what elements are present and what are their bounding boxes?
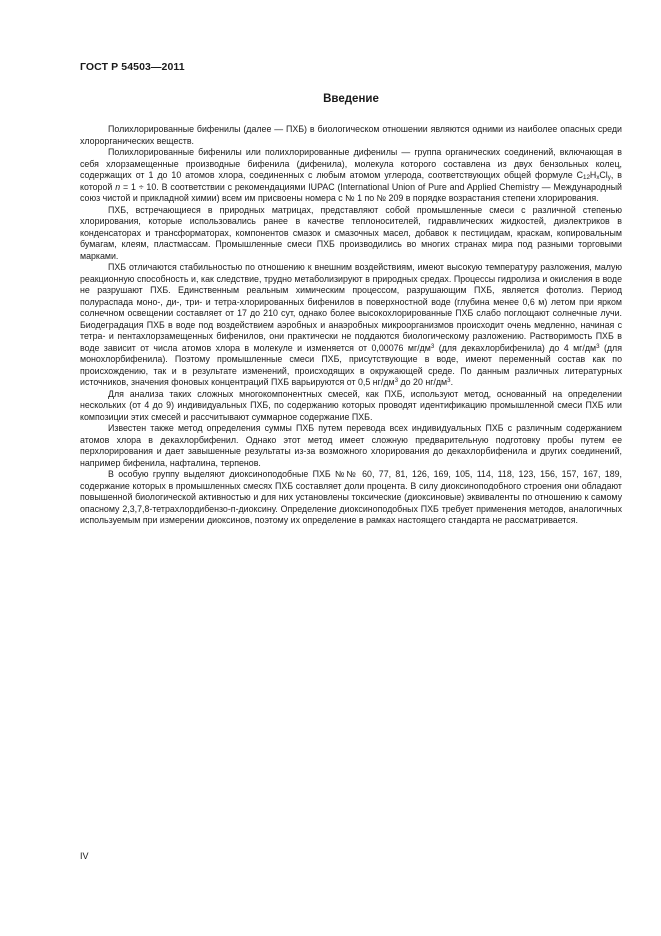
formula-h: H bbox=[589, 170, 597, 180]
paragraph-4-text-after: . bbox=[450, 377, 454, 387]
formula-sub-h: x bbox=[596, 174, 600, 181]
formula-cl: Cl bbox=[599, 170, 608, 180]
paragraph-2-text-before: Полихлорированные бифенилы или полихлорированные дифенилы — группа органических соединений, включающая в себя хлорзамещенные производные бифенила (дифенила), молекула которого составлена из двух бензольных колец, содержащих от 1 до 10 атомов хлора, соединенных с любым атомом углерода, соответствующих общей формуле C bbox=[80, 147, 622, 180]
unit-sup-2: 3 bbox=[596, 342, 600, 350]
paragraph-4-text-middle-3: до 20 нг/дм bbox=[398, 377, 448, 387]
paragraph-7: В особую группу выделяют диоксиноподобные ПХБ №№ 60, 77, 81, 126, 169, 105, 114, 118, 123, 156, 157, 167, 189, содержание которых в промышленных смесях ПХБ составляет доли процента. В силу диоксиноподобного строения они обладают повышенной биологической активностью и для них установлены токсические (диоксиновые) эквиваленты по отношению к самому опасному 2,3,7,8-тетрахлордибензо-п-диоксину. Определение диоксиноподобных ПХБ требует применения методов, аналогичных используемым при измерении диоксинов, поэтому их определение в рамках настоящего стандарта не рассматривается. bbox=[80, 469, 622, 525]
standard-header: ГОСТ Р 54503—2011 bbox=[80, 61, 185, 73]
paragraph-3: ПХБ, встречающиеся в природных матрицах, представляют собой промышленные смеси с различной степенью хлорирования, которые использовались ранее в качестве теплоносителей, гидравлических жидкостей, диэлектриков в конденсаторах и трансформаторах, компонентов смазок и смазочных масел, добавок к пестицидам, краскам, копировальным бумагам, клеям, пластмассам. Промышленные смеси ПХБ производились во многих странах мира под разными торговыми марками. bbox=[80, 204, 622, 261]
paragraph-2-text-middle: , в которой bbox=[80, 170, 622, 192]
body-text bbox=[80, 124, 622, 527]
unit-sup-4: 3 bbox=[447, 377, 451, 384]
unit-sup-3: 3 bbox=[394, 377, 399, 384]
unit-sup-1: 3 bbox=[430, 342, 435, 350]
paragraph-2 bbox=[80, 147, 622, 205]
paragraph-4-text-before: ПХБ отличаются стабильностью по отношению к внешним воздействиям, имеют высокую температуру разложения, малую реакционную способность и, как следствие, трудно метаболизируют в природных средах. Процессы гидролиза и окисления в воде не разрушают ПХБ. Единственным реальным химическим процессом, разрушающим ПХБ, является фотолиз. Период полураспада моно-, ди-, три- и тетра-хлорированных бифенилов в поверхностной воде (глубина менее 0,6 м) летом при ярком солнечном освещении составляет от 17 до 210 сут, однако более высокохлорированные ПХБ слабо поглощают солнечные лучи. Биодеградация ПХБ в воде под воздействием аэробных и анаэробных микроорганизмов происходит очень медленно, начиная с тетра- и пентахлорзамещенных бифенилов, они практически не поддаются биологическому разложению. Растворимость ПХБ в воде зависит от числа атомов хлора в молекуле и изменяется от 0,00076 мг/дм bbox=[80, 262, 622, 353]
paragraph-2-text-after: = 1 ÷ 10. В соответствии с рекомендациями IUPAC (International Union of Pure and Applied Chemistry — Международный союз чистой и прикладной химии) всем им присвоены номера с № 1 по № 209 в порядке возрастания степени хлорирования. bbox=[80, 181, 622, 203]
page-number: IV bbox=[80, 851, 89, 861]
paragraph-1: Полихлорированные бифенилы (далее — ПХБ) в биологическом отношении являются одними из наиболее опасных среди хлорорганических веществ. bbox=[80, 124, 622, 146]
section-title: Введение bbox=[323, 93, 379, 105]
paragraph-4-text-middle-1: (для декахлорбифенила) до 4 мг/дм bbox=[434, 342, 597, 353]
formula-var-n: n bbox=[115, 181, 121, 192]
formula-sub-cl: y bbox=[607, 174, 611, 181]
paragraph-6: Известен также метод определения суммы ПХБ путем перевода всех индивидуальных ПХБ с различным содержанием атомов хлора в декахлорбифенил. Однако этот метод имеет сложную предварительную подготовку пробы путем ее перхлорирования и дает завышенные результаты из-за возможного хлорирования до декахлорбифенила и других соединений, например бифенила, нафталина, терпенов. bbox=[80, 423, 622, 468]
paragraph-5: Для анализа таких сложных многокомпонентных смесей, как ПХБ, используют метод, основанный на определении нескольких (от 4 до 9) индивидуальных ПХБ, по содержанию которых проводят идентификацию промышленной смеси ПХБ или композиции этих смесей и рассчитывают суммарное содержание ПХБ. bbox=[80, 388, 622, 422]
formula-sub-c: 12 bbox=[583, 174, 590, 181]
paragraph-4-text-middle-2: (для монохлорбифенила). Поэтому промышленные смеси ПХБ, присутствующие в воде, имеют переменный состав как по происхождению, так и в результате изменений, происходящих в окружающей среде. По данным различных литературных источников, значения фоновых концентраций ПХБ варьируются от 0,5 нг/дм bbox=[80, 342, 622, 387]
paragraph-4 bbox=[80, 262, 622, 389]
